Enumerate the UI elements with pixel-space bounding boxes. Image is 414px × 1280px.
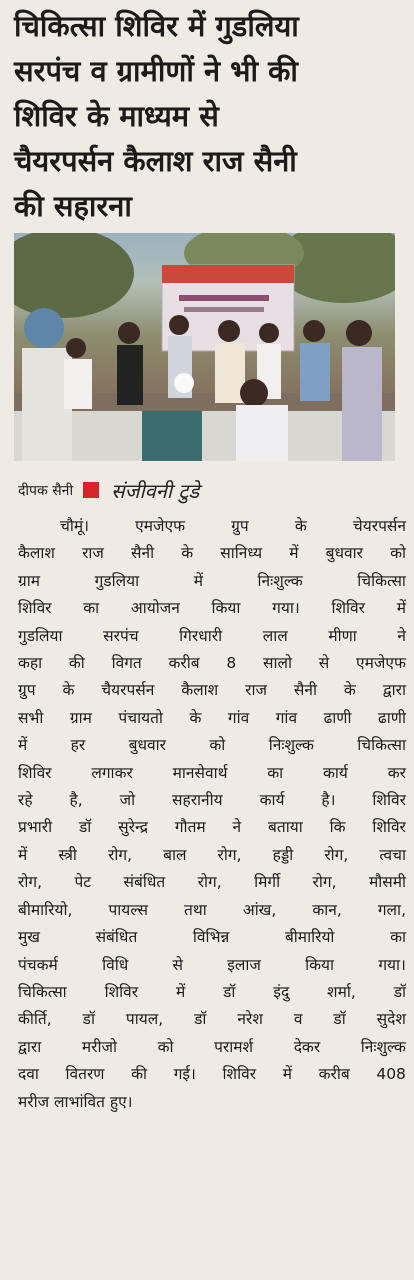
body-word: में [18, 845, 28, 864]
body-word: बाल [163, 845, 187, 864]
body-word: डॉ [223, 982, 236, 1001]
body-word: की [131, 1065, 148, 1084]
body-word: रोग, [312, 873, 337, 892]
article-body [18, 513, 406, 1116]
camp-photo-illustration [14, 233, 395, 461]
body-word: में [18, 736, 28, 755]
body-line [18, 650, 406, 677]
headline-line: सरपंच व ग्रामीणों ने भी की [14, 54, 298, 88]
body-word: कैलाश [18, 544, 55, 563]
body-word: रोग, [197, 873, 222, 892]
body-word: मौसमी [368, 873, 406, 892]
body-word: राज [245, 681, 267, 700]
article-headline [14, 4, 406, 229]
body-line [18, 623, 406, 650]
body-word: डॉ [194, 1010, 207, 1029]
body-word: शिविर [18, 763, 52, 782]
body-word: एमजेएफ [356, 654, 406, 673]
body-word: आंख, [242, 900, 277, 919]
body-word: की [68, 654, 85, 673]
body-word: बीमारियो, [18, 900, 73, 919]
headline-line: चिकित्सा शिविर में गुडलिया [14, 9, 299, 43]
body-word: कि [329, 818, 346, 837]
body-word: में [193, 571, 203, 590]
body-line [18, 595, 406, 622]
body-word: गुडलिया [18, 626, 63, 645]
body-word: चैयरपर्सन [101, 681, 155, 700]
body-word: से [318, 654, 330, 673]
headline-line: चैयरपर्सन कैलाश राज सैनी [14, 144, 297, 178]
body-word: देकर [293, 1037, 321, 1056]
body-word: विभिन्न [192, 928, 230, 947]
body-word: 408 [376, 1065, 406, 1084]
body-line [18, 540, 406, 567]
headline-line: शिविर के माध्यम से [14, 99, 219, 133]
body-word: सैनी [293, 681, 317, 700]
body-word: का [83, 599, 100, 618]
body-word: बुधवार [325, 544, 363, 563]
body-word: राज [82, 544, 104, 563]
body-word: डॉ [78, 818, 92, 837]
body-word: 8 [226, 654, 237, 673]
body-line [18, 924, 406, 951]
body-word: बुधवार [128, 736, 166, 755]
body-word: का [390, 928, 406, 947]
body-line [18, 568, 406, 595]
body-word: स्त्री [58, 845, 77, 864]
body-line [18, 705, 406, 732]
body-word: में [175, 982, 186, 1001]
body-word: लगाकर [91, 763, 133, 782]
body-word: हर [70, 736, 86, 755]
body-word: किया [211, 599, 241, 618]
body-word: बताया [268, 818, 303, 837]
body-word: शिविर [222, 1065, 257, 1084]
body-word: कार्य [259, 791, 285, 810]
body-word: मीणा [328, 626, 357, 645]
body-word: बीमारियो [284, 928, 335, 947]
body-line [18, 952, 406, 979]
body-word: ग्रुप [231, 517, 249, 535]
body-word: मानसेवार्थ [172, 763, 228, 782]
body-word: रहे [18, 791, 33, 810]
body-word: त्वचा [379, 845, 406, 864]
body-word: है, [69, 791, 83, 810]
body-word: जो [119, 791, 136, 810]
body-word: द्वारा [18, 1037, 42, 1056]
body-word: रोग, [324, 845, 349, 864]
body-word: रोग, [108, 845, 133, 864]
body-word: के [181, 544, 194, 563]
body-line [18, 897, 406, 924]
body-word: चेयरपर्सन [352, 517, 406, 535]
body-word: संबंधित [95, 928, 138, 947]
body-word: को [157, 1037, 174, 1056]
body-word: सरपंच [103, 626, 139, 645]
body-word: कर [387, 763, 406, 782]
body-word: पेट [74, 873, 92, 892]
body-word: हड्डी [272, 845, 294, 864]
body-line [18, 760, 406, 787]
body-word: शिविर [331, 599, 365, 618]
body-word: रोग, [18, 873, 43, 892]
body-word: पायल्स [108, 900, 148, 919]
body-word: गला, [377, 900, 406, 919]
body-word: दवा [18, 1065, 39, 1084]
banner-text-mark [184, 307, 264, 312]
body-word: पंचायतो [118, 708, 163, 727]
body-word: वितरण [65, 1065, 105, 1084]
body-word: ग्राम [18, 571, 41, 590]
body-word: विगत [111, 654, 142, 673]
body-word: डॉ [82, 1010, 95, 1029]
body-word: रोग, [217, 845, 242, 864]
body-word: व [293, 1010, 303, 1029]
body-word: का [267, 763, 284, 782]
tree-canopy [14, 233, 134, 318]
headline-line: की सहारना [14, 189, 132, 223]
body-word: ढाणी [323, 708, 352, 727]
body-word: लाल [262, 626, 288, 645]
body-word: कैलाश [181, 681, 219, 700]
body-line [18, 842, 406, 869]
body-word: करीब [318, 1065, 350, 1084]
body-line [18, 1034, 406, 1061]
body-word: ने [397, 626, 406, 645]
body-line: मरीज लाभांवित हुए। [18, 1092, 133, 1111]
body-word: कार्य [322, 763, 348, 782]
body-word: निःशुल्क [360, 1037, 406, 1056]
body-word: करीब [168, 654, 200, 673]
body-word: शिविर [372, 818, 406, 837]
body-word: नरेश [237, 1010, 263, 1029]
body-word: कीर्ति, [18, 1010, 52, 1029]
body-word: निःशुल्क [257, 571, 303, 590]
body-line [18, 1061, 406, 1088]
body-word: गया। [378, 955, 406, 974]
body-word: इंदु [273, 982, 290, 1001]
body-word: प्रभारी [18, 818, 53, 837]
article-byline [14, 475, 406, 505]
body-line [18, 513, 406, 540]
body-word: ग्रुप [18, 681, 36, 700]
newspaper-name: संजीवनी टुडे [111, 478, 200, 503]
body-word: गांव [227, 708, 250, 727]
body-word: निःशुल्क [268, 736, 314, 755]
body-word: से [172, 955, 183, 974]
body-word: में [396, 599, 406, 618]
body-word: इलाज [227, 955, 261, 974]
camp-photo [14, 233, 395, 461]
body-word: डॉ [333, 1010, 346, 1029]
body-word: पंचकर्म [18, 955, 58, 974]
body-word: चिकित्सा [18, 982, 67, 1001]
body-word: तथा [184, 900, 207, 919]
body-word: द्वारा [382, 681, 406, 700]
body-word: में [282, 1065, 292, 1084]
body-word: आयोजन [130, 599, 180, 618]
body-word: डॉ [393, 982, 406, 1001]
body-word: सुरेन्द्र [118, 818, 148, 837]
body-word: विधि [102, 955, 129, 974]
body-word: मरीजो [81, 1037, 118, 1056]
banner-stripe [162, 265, 294, 283]
body-word: चौमूं। [60, 517, 90, 535]
body-line [18, 814, 406, 841]
body-word: कान, [312, 900, 342, 919]
body-word: सुदेश [376, 1010, 406, 1029]
body-word: कहा [18, 654, 43, 673]
body-word: शिविर [18, 599, 52, 618]
body-word: गौतम [174, 818, 206, 837]
body-word: किया [305, 955, 335, 974]
body-word: गया। [272, 599, 300, 618]
body-word: गांव [275, 708, 298, 727]
body-word: शिविर [104, 982, 139, 1001]
body-word: ने [232, 818, 242, 837]
body-word: में [289, 544, 299, 563]
body-word: शर्मा, [327, 982, 356, 1001]
body-word: सैनी [131, 544, 155, 563]
body-line [18, 869, 406, 896]
red-square-icon [83, 482, 99, 498]
body-word: शिविर [372, 791, 406, 810]
body-line [18, 1006, 406, 1033]
body-word: गुडलिया [94, 571, 140, 590]
body-word: मुख [18, 928, 40, 947]
body-word: गई। [173, 1065, 196, 1084]
body-word: सालो [263, 654, 293, 673]
body-word: ढाणी [378, 708, 406, 727]
body-word: को [209, 736, 226, 755]
body-word: चिकित्सा [357, 571, 406, 590]
body-word: सानिध्य [220, 544, 263, 563]
body-word: ग्राम [69, 708, 92, 727]
body-word: संबंधित [123, 873, 166, 892]
body-word: एमजेएफ [135, 517, 186, 535]
body-word: मिर्गी [254, 873, 281, 892]
body-word: को [390, 544, 406, 563]
body-word: गिरधारी [179, 626, 223, 645]
author-name: दीपक सैनी [18, 482, 74, 499]
body-line [18, 677, 406, 704]
body-line [18, 787, 406, 814]
body-word: के [189, 708, 202, 727]
body-word: पायल, [125, 1010, 164, 1029]
banner-text-mark [179, 295, 269, 301]
body-line [18, 732, 406, 759]
body-word: परामर्श [214, 1037, 254, 1056]
body-line [18, 979, 406, 1006]
body-word: के [343, 681, 356, 700]
body-word: चिकित्सा [357, 736, 406, 755]
body-word: है। [321, 791, 336, 810]
body-word: सभी [18, 708, 44, 727]
body-word: सहरानीय [171, 791, 223, 810]
body-word: के [294, 517, 307, 535]
body-word: के [62, 681, 75, 700]
